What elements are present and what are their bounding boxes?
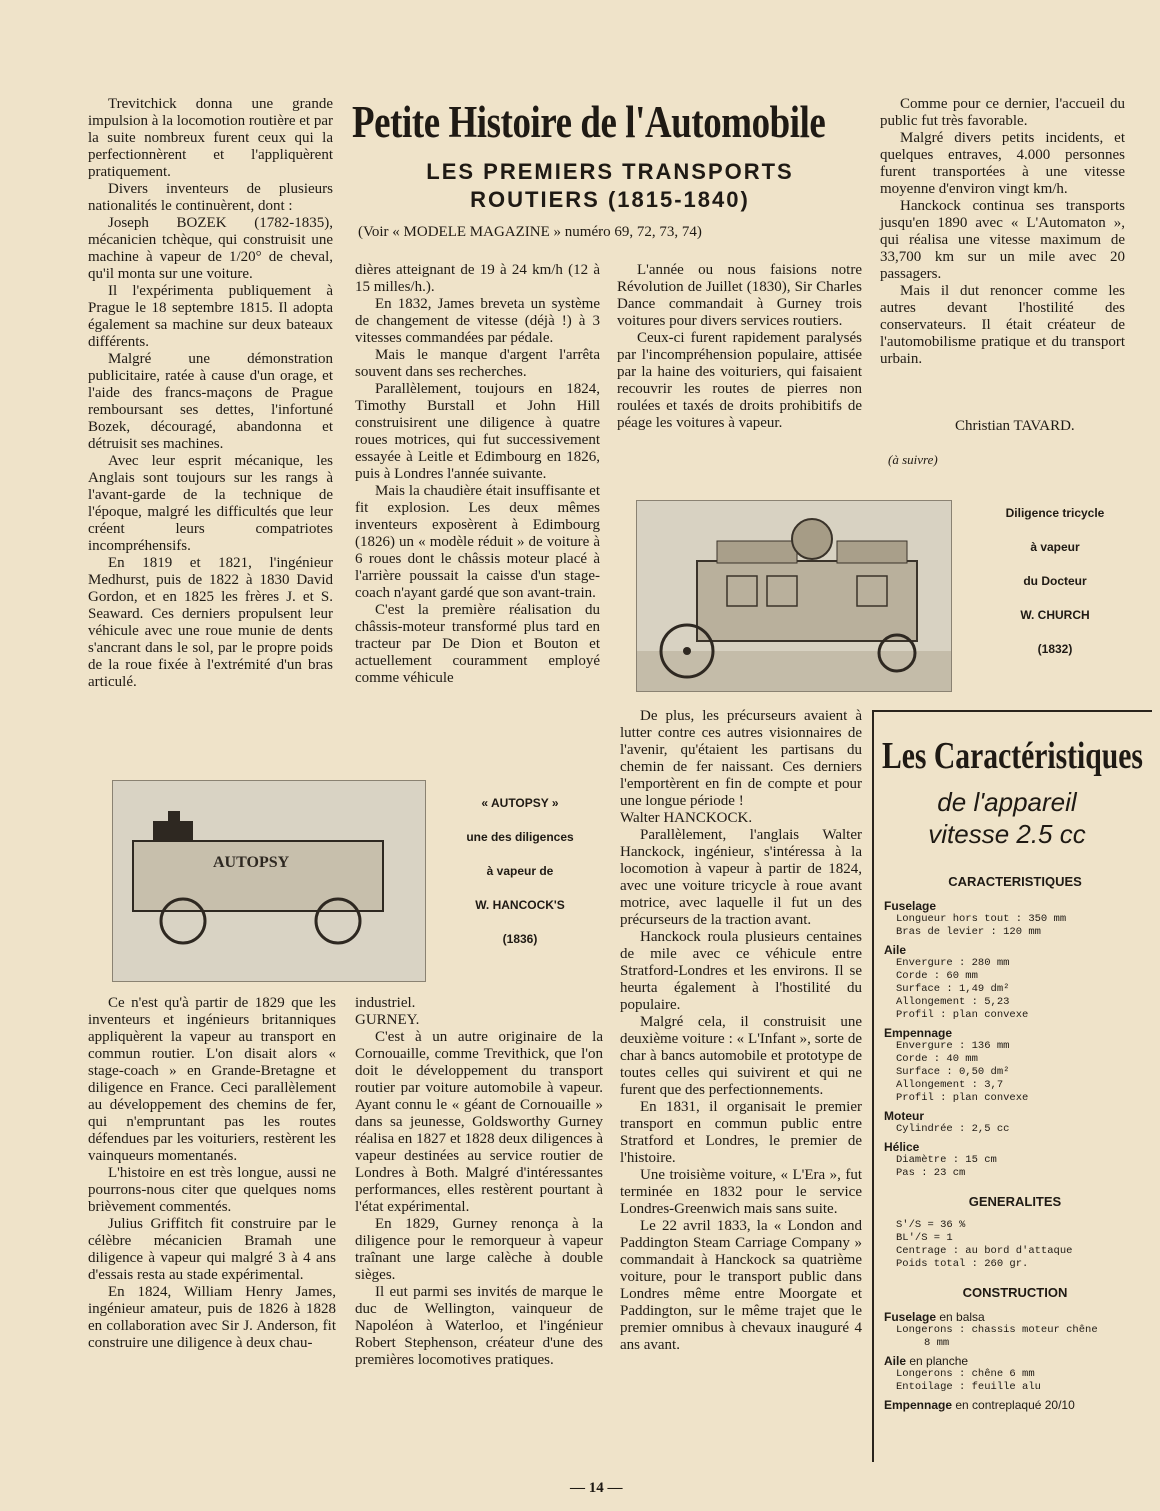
spec-row: Longerons : chêne 6 mm — [896, 1368, 1035, 1380]
spec-row: Allongement : 5,23 — [896, 996, 1010, 1008]
spec-row: Cylindrée : 2,5 cc — [896, 1123, 1010, 1135]
paragraph: Mais le manque d'argent l'arrêta souvent dans ses recherches. — [355, 347, 600, 380]
page-number: — 14 — — [570, 1480, 623, 1496]
paragraph: Malgré divers petits incidents, et quelques entraves, 4.000 personnes furent transportées à une vitesse moyenne d'environ vingt km/h. — [880, 130, 1125, 197]
to-be-continued: (à suivre) — [888, 452, 938, 467]
paragraph: Mais la chaudière était insuffisante et fit explosion. Les deux mêmes inventeurs exposèrent à Edimbourg (1826) un « modèle réduit » de voiture à 6 roues dont le châssis moteur placé à l'arrière poussait la caisse d'un stage-coach n'ayant gardé que son avant-train. — [355, 483, 600, 601]
column-4-top — [880, 96, 1125, 368]
article-subtitle — [360, 158, 860, 214]
caption-line: (1832) — [1037, 642, 1073, 656]
paragraph: Hanckock roula plusieurs centaines de mile avec ce véhicule entre Stratford-Londres et les environs. Il se heurta également à l'hostilité du populaire. — [620, 929, 862, 1013]
paragraph: Parallèlement, toujours en 1824, Timothy Burstall et John Hill construisirent une diligence à quatre roues motrices, qui fut successivement essayée à Leitle et Edimbourg en 1826, puis à Londres l'année suivante. — [355, 381, 600, 482]
specs-title: Les Caractéristiques — [882, 735, 1143, 777]
paragraph: Joseph BOZEK (1782-1835), mécanicien tchèque, qui construisit une machine à vapeur de 1/20° de cheval, qu'il monta sur une voiture. — [88, 215, 333, 282]
spec-row: Centrage : au bord d'attaque — [896, 1245, 1073, 1257]
paragraph: Ce n'est qu'à partir de 1829 que les inventeurs et ingénieurs britanniques appliquèrent la vapeur au transport en commun routier. L'on disait alors « stage-coach » en Grande-Bretagne et diligence en France. Ceci parallèlement au développement des chemins de fer, qui n'empruntant pas les routes défendues par les voituriers, restèrent les vainqueurs momentanés. — [88, 995, 336, 1164]
paragraph: En 1832, James breveta un système de changement de vitesse (déjà !) à 3 vitesses commandées par pédale. — [355, 296, 600, 346]
caption-line: W. CHURCH — [1020, 608, 1090, 622]
paragraph: Parallèlement, l'anglais Walter Hanckock, ingénieur, s'intéressa à la locomotion à vapeur à partir de 1824, avec une voiture tricycle à roue avant motrice, avec laquelle il fut un des précurseurs de la traction avant. — [620, 827, 862, 928]
specs-subtitle-line: de l'appareil — [937, 787, 1077, 817]
spec-material: en planche — [906, 1354, 969, 1368]
spec-row: Corde : 40 mm — [896, 1053, 978, 1065]
column-3-top — [617, 262, 862, 432]
paragraph: C'est la première réalisation du châssis-moteur transformé plus tard en tracteur par De Dion et Bouton et actuellement couramment employé comme véhicule — [355, 602, 600, 686]
section-heading: Walter HANCKOCK. — [620, 810, 753, 826]
caption-line: W. HANCOCK'S — [475, 898, 565, 912]
paragraph: Hanckock continua ses transports jusqu'en 1890 avec « L'Automaton », qui réalisa une vitesse maximum de 33,700 km sur un mile avec 20 passagers. — [880, 198, 1125, 282]
spec-material: en contreplaqué 20/10 — [952, 1398, 1075, 1412]
spec-row: Longueur hors tout : 350 mm — [896, 913, 1067, 925]
caption-line: (1836) — [502, 932, 538, 946]
column-2-bottom — [355, 995, 603, 1369]
paragraph: Julius Griffitch fit construire par le célèbre mécanicien Bramah une diligence à vapeur qui malgré 3 à 4 ans d'essais resta au stade expérimental. — [88, 1216, 336, 1283]
steam-tricycle-illustration — [637, 501, 951, 691]
paragraph: Il eut parmi ses invités de marque le duc de Wellington, vainqueur de Napoléon à Waterloo, et l'ingénieur Robert Stephenson, créateur d'une des premières locomotives pratiques. — [355, 1284, 603, 1368]
spec-material: en balsa — [936, 1310, 985, 1324]
caption-line: à vapeur — [1030, 540, 1080, 554]
spec-row: Diamètre : 15 cm — [896, 1154, 997, 1166]
spec-row: Profil : plan convexe — [896, 1009, 1029, 1021]
column-3-middle — [620, 708, 862, 1354]
author-signature: Christian TAVARD. — [955, 418, 1075, 434]
autopsy-photo — [112, 780, 426, 982]
magazine-reference: (Voir « MODELE MAGAZINE » numéro 69, 72, 73, 74) — [358, 224, 702, 240]
spec-label: Empennage — [884, 1398, 953, 1412]
paragraph: Divers inventeurs de plusieurs nationalités le continuèrent, dont : — [88, 181, 333, 214]
church-caption — [980, 506, 1130, 676]
spec-section-fuselage: Fuselage — [884, 899, 937, 913]
church-diligence-photo — [636, 500, 952, 692]
section-heading: GURNEY. — [355, 1012, 420, 1028]
paragraph: Avec leur esprit mécanique, les Anglais sont toujours sur les rangs à l'avant-garde de la technique de l'époque, malgré les difficultés que leur créent leurs compatriotes incompréhensifs. — [88, 453, 333, 554]
spec-row: BL'/S = 1 — [896, 1232, 953, 1244]
paragraph: En 1831, il organisait le premier transport en commun public entre Stratford et Londres, le premier de l'histoire. — [620, 1099, 862, 1166]
autopsy-illustration — [113, 781, 425, 981]
paragraph: C'est à un autre originaire de la Cornouaille, comme Trevithick, que l'on doit le développement du transport routier par voiture automobile à vapeur. Ayant connu le « géant de Cornouaille » dans sa jeunesse, Goldsworthy Gurney réalisa en 1827 et 1828 deux diligences à vapeur destinées au service routier de Londres à Both. Malgré d'intéressantes performances, elles restèrent pourtant à l'état expérimental. — [355, 1029, 603, 1215]
paragraph: industriel. — [355, 995, 416, 1011]
specs-list — [884, 872, 1146, 1412]
page-title: Petite Histoire de l'Automobile — [352, 97, 826, 147]
spec-row: Profil : plan convexe — [896, 1092, 1029, 1104]
autopsy-caption — [440, 796, 600, 966]
paragraph: En 1824, William Henry James, ingénieur amateur, puis de 1826 à 1828 en collaboration avec Sir J. Anderson, fit construire une diligence à deux chau- — [88, 1284, 336, 1351]
paragraph: Malgré une démonstration publicitaire, ratée à cause d'un orage, et l'aide des francs-maçons de Prague remboursant ses dettes, l'infortuné Bozek, découragé, abandonna et détruisit ses machines. — [88, 351, 333, 452]
caption-line: Diligence tricycle — [1005, 506, 1105, 520]
paragraph: Trevitchick donna une grande impulsion à la locomotion routière et par la suite nombreux furent ceux qui la perfectionnèrent et l'appliquèrent pratiquement. — [88, 96, 333, 180]
caption-line: une des diligences — [466, 830, 574, 844]
spec-label: Fuselage — [884, 1310, 937, 1324]
specs-heading: CARACTERISTIQUES — [948, 874, 1082, 889]
spec-section-empennage: Empennage — [884, 1026, 953, 1040]
paragraph: En 1829, Gurney renonça à la diligence pour le remorqueur à vapeur traînant une large calèche à double sièges. — [355, 1216, 603, 1283]
specs-subtitle-line: vitesse 2.5 cc — [928, 819, 1086, 849]
paragraph: L'année ou nous faisions notre Révolution de Juillet (1830), Sir Charles Dance commandait à Gurney trois voitures pour divers services routiers. — [617, 262, 862, 329]
spec-row: Corde : 60 mm — [896, 970, 978, 982]
caption-line: du Docteur — [1023, 574, 1087, 588]
spec-label: Aile — [884, 1354, 907, 1368]
spec-section-moteur: Moteur — [884, 1109, 924, 1123]
spec-section-aile: Aile — [884, 943, 907, 957]
paragraph: Ceux-ci furent rapidement paralysés par l'incompréhension populaire, attisée par la haine des voituriers, qui faisaient recouvrir les routes de pierres non roulées et taxés de droits prohibitifs de péage les voitures à vapeur. — [617, 330, 862, 431]
paragraph: Le 22 avril 1833, la « London and Paddington Steam Carriage Company » commandait à Hanckock sa quatrième voiture, pour le transport public dans Londres même entre Moorgate et Paddington, sur le même trajet que le premier omnibus à chevaux inauguré 4 ans avant. — [620, 1218, 862, 1353]
caption-line: à vapeur de — [486, 864, 554, 878]
paragraph: En 1819 et 1821, l'ingénieur Medhurst, puis de 1822 à 1830 David Gordon, et en 1825 les frères J. et S. Seaward. Ces derniers propulsent leur véhicule avec une roue munie de dents s'ancrant dans le sol, par le propre poids de la roue fixée à l'extrémité d'un bras articulé. — [88, 555, 333, 690]
column-2-top — [355, 262, 600, 687]
spec-row: 8 mm — [924, 1337, 950, 1349]
paragraph: dières atteignant de 19 à 24 km/h (12 à 15 milles/h.). — [355, 262, 600, 295]
spec-section-construction-fuselage — [884, 1310, 1146, 1324]
spec-row: Surface : 0,50 dm² — [896, 1066, 1010, 1078]
paragraph: De plus, les précurseurs avaient à lutter contre ces autres visionnaires de l'avenir, qu'étaient les partisans du chemin de fer naissant. Ces derniers l'emportèrent en fin de compte et pour une longue période ! — [620, 708, 862, 809]
spec-section-helice: Hélice — [884, 1140, 920, 1154]
caption-line: « AUTOPSY » — [481, 796, 559, 810]
spec-row: Envergure : 280 mm — [896, 957, 1010, 969]
spec-row: Poids total : 260 gr. — [896, 1258, 1029, 1270]
paragraph: Une troisième voiture, « L'Era », fut terminée en 1832 pour le service Londres-Greenwich mais sans suite. — [620, 1167, 862, 1217]
paragraph: Comme pour ce dernier, l'accueil du public fut très favorable. — [880, 96, 1125, 129]
paragraph: L'histoire en est très longue, aussi ne pourrons-nous citer que quelques noms brièvement commentés. — [88, 1165, 336, 1215]
spec-row: Allongement : 3,7 — [896, 1079, 1004, 1091]
spec-row: Bras de levier : 120 mm — [896, 926, 1041, 938]
paragraph: Il l'expérimenta publiquement à Prague le 18 septembre 1815. Il adopta également sa machine sur deux bateaux différents. — [88, 283, 333, 350]
spec-section-construction-empennage — [884, 1398, 1146, 1412]
spec-row: Surface : 1,49 dm² — [896, 983, 1010, 995]
specs-heading: CONSTRUCTION — [962, 1285, 1068, 1300]
paragraph: Mais il dut renoncer comme les autres devant l'hostilité des conservateurs. Il était créateur de l'automobilisme pratique et du transport urbain. — [880, 283, 1125, 367]
spec-row: Longerons : chassis moteur chêne — [896, 1324, 1098, 1336]
spec-row: Entoilage : feuille alu — [896, 1381, 1041, 1393]
column-1-bottom — [88, 995, 336, 1352]
autopsy-sign: AUTOPSY — [213, 854, 290, 871]
spec-section-construction-aile — [884, 1354, 1146, 1368]
subtitle-line-2: ROUTIERS (1815-1840) — [470, 187, 750, 212]
spec-row: S'/S = 36 % — [896, 1219, 966, 1231]
subtitle-line-1: LES PREMIERS TRANSPORTS — [426, 159, 794, 184]
specs-subtitle — [882, 786, 1132, 850]
column-1-top — [88, 96, 333, 691]
paragraph: Malgré cela, il construisit une deuxième voiture : « L'Infant », sorte de char à bancs automobile et prototype de toutes celles qui suivirent et qui ne furent que des perfectionnements. — [620, 1014, 862, 1098]
spec-row: Pas : 23 cm — [896, 1167, 966, 1179]
spec-row: Envergure : 136 mm — [896, 1040, 1010, 1052]
specs-heading: GENERALITES — [968, 1194, 1062, 1209]
